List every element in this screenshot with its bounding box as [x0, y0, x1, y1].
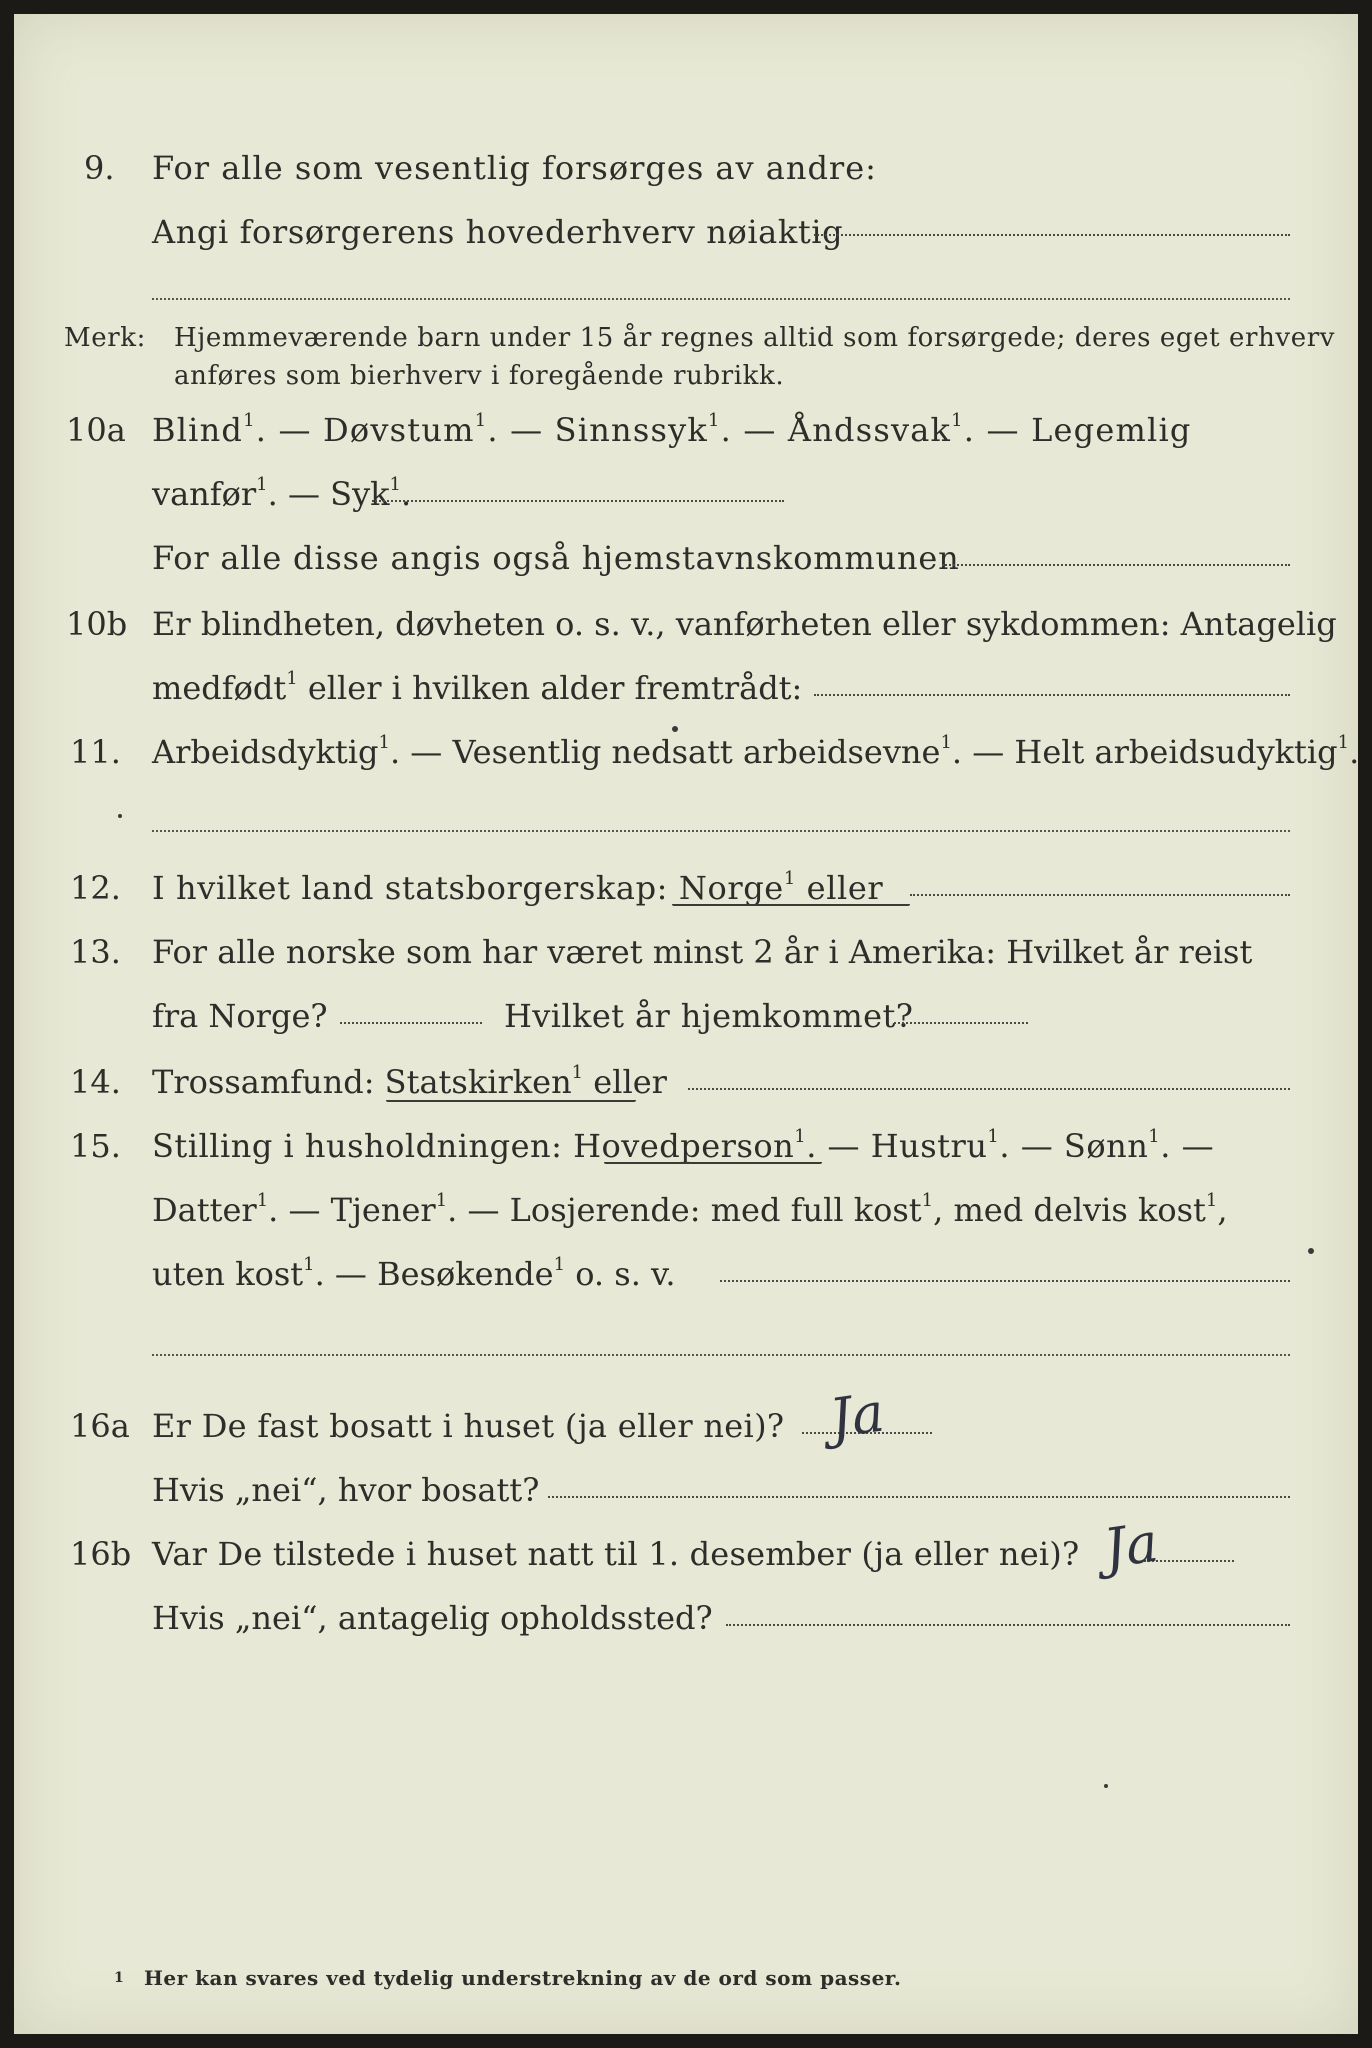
q9-number: 9.	[84, 149, 115, 187]
q10a-line2: vanfør$^1$. — Syk$^1$.	[152, 474, 412, 513]
q10a-number: 10a	[66, 411, 126, 449]
option-statskirken[interactable]: Statskirken	[384, 1063, 572, 1101]
q13-hjemkommet-field[interactable]	[894, 1022, 1028, 1024]
q16a-bosatt-field[interactable]	[548, 1496, 1290, 1498]
q12-line: I hvilket land statsborgerskap: Norge$^1$ eller	[152, 868, 884, 907]
q11-number: 11.	[70, 733, 121, 771]
q10a-line3: For alle disse angis også hjemstavnskommunen	[152, 539, 960, 577]
q10a-line1: Blind$^1$. — Døvstum$^1$. — Sinnssyk$^1$. — Åndssvak$^1$. — Legemlig	[152, 410, 1192, 449]
q14-answer-field[interactable]	[688, 1088, 1290, 1090]
q16a-line2: Hvis „nei“, hvor bosatt?	[152, 1471, 540, 1509]
q15-answer-field[interactable]	[720, 1280, 1290, 1282]
q10b-number: 10b	[66, 605, 128, 643]
q16a-handwritten-answer: Ja	[825, 1380, 888, 1451]
q10b-line1: Er blindheten, døvheten o. s. v., vanførheten eller sykdommen: Antagelig	[152, 605, 1337, 643]
option-blind[interactable]: Blind	[152, 411, 244, 449]
q16b-line2: Hvis „nei“, antagelig opholdssted?	[152, 1599, 713, 1637]
q10b-line2: medfødt$^1$ eller i hvilken alder fremtrådt:	[152, 668, 803, 707]
q15-extra-line[interactable]	[152, 1354, 1290, 1356]
q11-extra-line[interactable]	[152, 830, 1290, 832]
q12-number: 12.	[70, 869, 121, 907]
q15-number: 15.	[70, 1127, 121, 1165]
footnote-mark: 1	[114, 1970, 125, 1986]
q13-reist-field[interactable]	[340, 1022, 482, 1024]
ink-speck	[1104, 1784, 1108, 1788]
merk-line2: anføres som bierhverv i foregående rubrikk.	[174, 361, 785, 391]
option-syk[interactable]: . — Syk	[267, 475, 390, 513]
q10a-hjemstavn-field[interactable]	[942, 564, 1290, 566]
option-hovedperson[interactable]: Hovedperson	[573, 1127, 795, 1165]
ink-speck	[672, 726, 678, 732]
option-hustru[interactable]: . — Hustru	[806, 1127, 988, 1165]
norge-underline	[672, 904, 910, 906]
q12-answer-field[interactable]	[910, 894, 1290, 896]
option-medfodt[interactable]: medfødt	[152, 669, 287, 707]
option-besokende[interactable]: . — Besøkende	[314, 1255, 554, 1293]
q16b-handwritten-answer: Ja	[1099, 1510, 1162, 1581]
q13-line2b: Hvilket år hjemkommet?	[504, 997, 914, 1035]
option-delvis-kost[interactable]: , med delvis kost	[933, 1191, 1206, 1229]
option-sonn[interactable]: . — Sønn	[999, 1127, 1149, 1165]
q13-number: 13.	[70, 933, 121, 971]
q15-line3: uten kost$^1$. — Besøkende$^1$ o. s. v.	[152, 1254, 676, 1293]
q16a-number: 16a	[70, 1407, 130, 1445]
q10b-answer-field[interactable]	[814, 694, 1290, 696]
option-full-kost[interactable]: . — Losjerende: med full kost	[447, 1191, 922, 1229]
merk-label: Merk:	[64, 323, 146, 353]
q11-line: Arbeidsdyktig$^1$. — Vesentlig nedsatt arbeidsevne$^1$. — Helt arbeidsudyktig$^1$.	[152, 732, 1360, 771]
q16b-number: 16b	[70, 1535, 132, 1573]
option-nedsatt[interactable]: . — Vesentlig nedsatt arbeidsevne	[389, 733, 941, 771]
option-sinnssyk[interactable]: . — Sinnssyk	[487, 411, 708, 449]
q10a-answer-field[interactable]	[372, 500, 784, 502]
option-datter[interactable]: Datter	[152, 1191, 257, 1229]
merk-line1: Hjemmeværende barn under 15 år regnes alltid som forsørgede; deres eget erhverv	[174, 323, 1336, 353]
q16b-opholdssted-field[interactable]	[726, 1624, 1290, 1626]
option-arbeidsudyktig[interactable]: . — Helt arbeidsudyktig	[951, 733, 1338, 771]
q13-line1: For alle norske som har været minst 2 år i Amerika: Hvilket år reist	[152, 933, 1253, 971]
option-norge[interactable]: Norge	[678, 869, 784, 907]
q9-line1: For alle som vesentlig forsørges av andre:	[152, 149, 877, 187]
hovedperson-underline	[604, 1162, 822, 1164]
q15-line2: Datter$^1$. — Tjener$^1$. — Losjerende: med full kost$^1$, med delvis kost$^1$,	[152, 1190, 1228, 1229]
q9-answer-field[interactable]	[814, 234, 1290, 236]
ink-speck	[118, 814, 122, 818]
q9-extra-line[interactable]	[152, 298, 1290, 300]
census-form-page	[14, 14, 1358, 2034]
option-legemlig[interactable]: . — Legemlig	[963, 411, 1192, 449]
option-vanfor[interactable]: vanfør	[152, 475, 257, 513]
q13-line2a: fra Norge?	[152, 997, 328, 1035]
option-arbeidsdyktig[interactable]: Arbeidsdyktig	[152, 733, 379, 771]
q14-number: 14.	[70, 1063, 121, 1101]
option-uten-kost[interactable]: uten kost	[152, 1255, 304, 1293]
footnote-text: Her kan svares ved tydelig understrekning av de ord som passer.	[144, 1966, 902, 1990]
option-dovstum[interactable]: . — Døvstum	[255, 411, 475, 449]
statskirken-underline	[386, 1100, 636, 1102]
option-tjener[interactable]: . — Tjener	[268, 1191, 436, 1229]
q9-line2: Angi forsørgerens hovederhverv nøiaktig	[152, 213, 844, 251]
q16b-line1: Var De tilstede i huset natt til 1. desember (ja eller nei)?	[152, 1535, 1080, 1573]
q16a-line1: Er De fast bosatt i huset (ja eller nei)?	[152, 1407, 785, 1445]
ink-speck	[1308, 1248, 1314, 1254]
q14-line: Trossamfund: Statskirken$^1$ eller	[152, 1062, 667, 1101]
q15-line1: Stilling i husholdningen: Hovedperson$^1$. — Hustru$^1$. — Sønn$^1$. —	[152, 1126, 1215, 1165]
option-andssvak[interactable]: . — Åndssvak	[720, 411, 952, 449]
